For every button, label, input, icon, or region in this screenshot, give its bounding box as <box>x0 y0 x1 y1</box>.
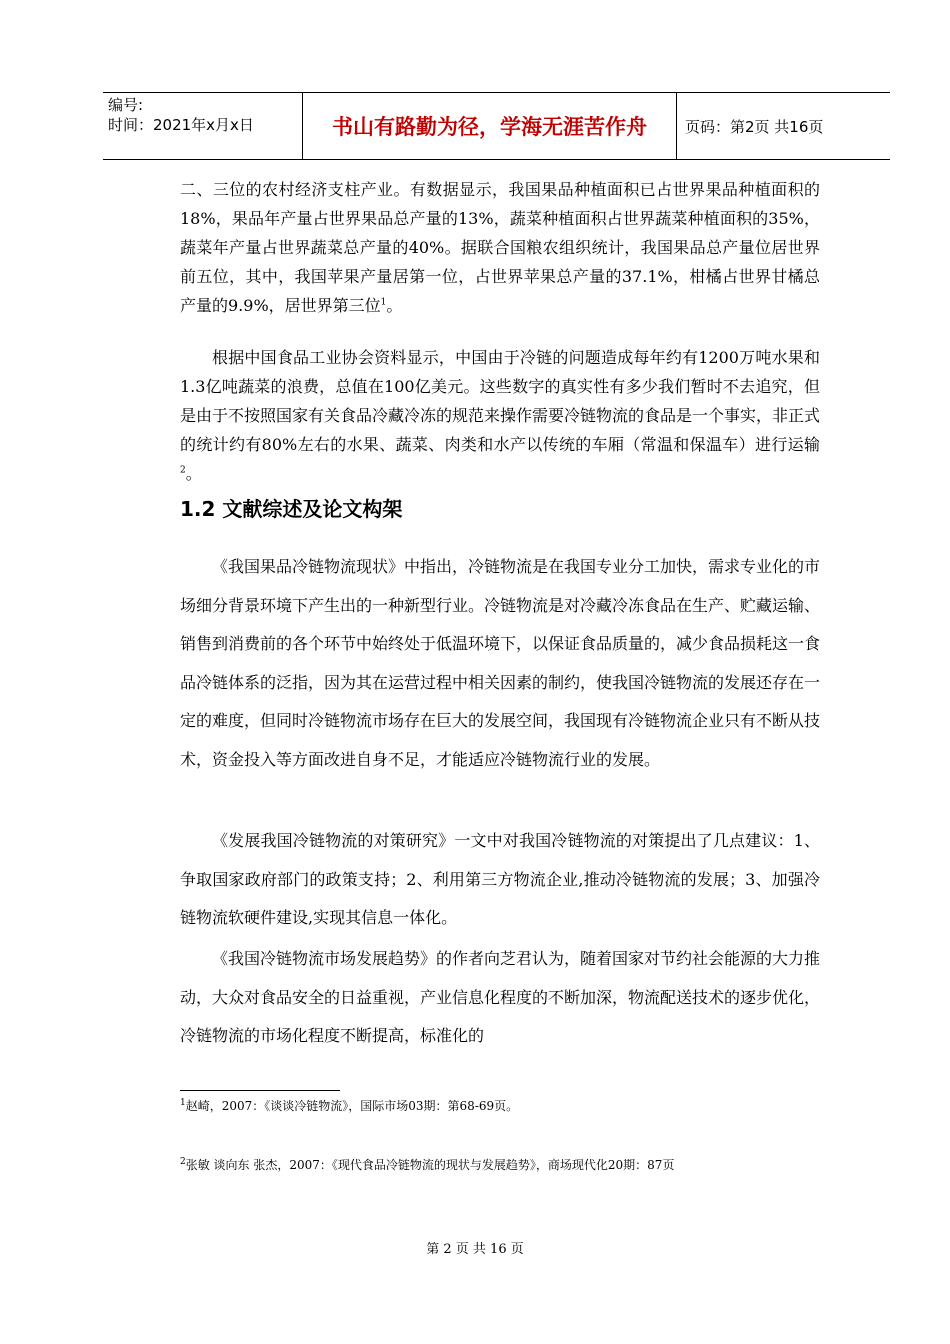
document-header <box>103 92 890 160</box>
number-label: 编号: <box>108 96 144 114</box>
paragraph-5: 《我国冷链物流市场发展趋势》的作者向芝君认为，随着国家对节约社会能源的大力推动，大众对食品安全的日益重视，产业信息化程度的不断加深，物流配送技术的逐步优化，冷链物流的市场化程度不断提高，标准化的 <box>180 949 821 1045</box>
footnote-1 <box>180 1094 840 1118</box>
footnote-2-mark: 2 <box>180 1157 186 1167</box>
header-page-code: 页码：第2页 共16页 <box>685 117 824 136</box>
footnote-ref-2[interactable]: 2 <box>180 465 186 476</box>
footnote-2 <box>180 1153 840 1177</box>
header-motto: 书山有路勤为径，学海无涯苦作舟 <box>303 93 677 159</box>
paragraph-2-end: 。 <box>185 464 202 483</box>
paragraph-1-end: 。 <box>386 296 403 315</box>
paragraph-3: 《我国果品冷链物流现状》中指出，冷链物流是在我国专业分工加快，需求专业化的市场细分背景环境下产生出的一种新型行业。冷链物流是对冷藏冷冻食品在生产、贮藏运输、销售到消费前的各个环节中始终处于低温环境下，以保证食品质量的，减少食品损耗这一食品冷链体系的泛指，因为其在运营过程中相关因素的制约，使我国冷链物流的发展还存在一定的难度，但同时冷链物流市场存在巨大的发展空间，我国现有冷链物流企业只有不断从技术，资金投入等方面改进自身不足，才能适应冷链物流行业的发展。 <box>180 557 821 769</box>
paragraph-4: 《发展我国冷链物流的对策研究》一文中对我国冷链物流的对策提出了几点建议：1、争取国家政府部门的政策支持；2、利用第三方物流企业,推动冷链物流的发展；3、加强冷链物流软硬件建设,实现其信息一体化。 <box>180 831 820 927</box>
footnote-1-text: 赵崎，2007：《谈谈冷链物流》，国际市场03期：第68-69页。 <box>185 1099 519 1113</box>
paragraph-2-text: 根据中国食品工业协会资料显示，中国由于冷链的问题造成每年约有1200万吨水果和1.3亿吨蔬菜的浪费，总值在100亿美元。这些数字的真实性有多少我们暂时不去追究，但是由于不按照国家有关食品冷藏冷冻的规范来操作需要冷链物流的食品是一个事实，非正式的统计约有80%左右的水果、蔬菜、肉类和水产以传统的车厢（常温和保温车）进行运输 <box>180 348 821 454</box>
footnote-2-text: 张敏 谈向东 张杰，2007：《现代食品冷链物流的现状与发展趋势》，商场现代化20期：87页 <box>185 1158 675 1172</box>
paragraph-1 <box>180 175 820 320</box>
paragraph-1-text: 二、三位的农村经济支柱产业。有数据显示，我国果品种植面积已占世界果品种植面积的18%，果品年产量占世界果品总产量的13%，蔬菜种植面积占世界蔬菜种植面积的35%，蔬菜年产量占世界蔬菜总产量的40%。据联合国粮农组织统计，我国果品总产量位居世界前五位，其中，我国苹果产量居第一位，占世界苹果总产量的37.1%，柑橘占世界甘橘总产量的9.9%，居世界第三位 <box>180 180 820 315</box>
paragraph-2 <box>180 343 820 488</box>
section-heading: 1.2 文献综述及论文构架 <box>180 497 403 521</box>
page-number: 第 2 页 共 16 页 <box>426 1242 524 1257</box>
footnote-separator <box>180 1090 340 1091</box>
footnote-ref-1[interactable]: 1 <box>380 297 387 308</box>
footnote-1-mark: 1 <box>180 1098 186 1108</box>
time-label: 时间：2021年x月x日 <box>108 116 254 134</box>
header-meta <box>103 93 303 159</box>
